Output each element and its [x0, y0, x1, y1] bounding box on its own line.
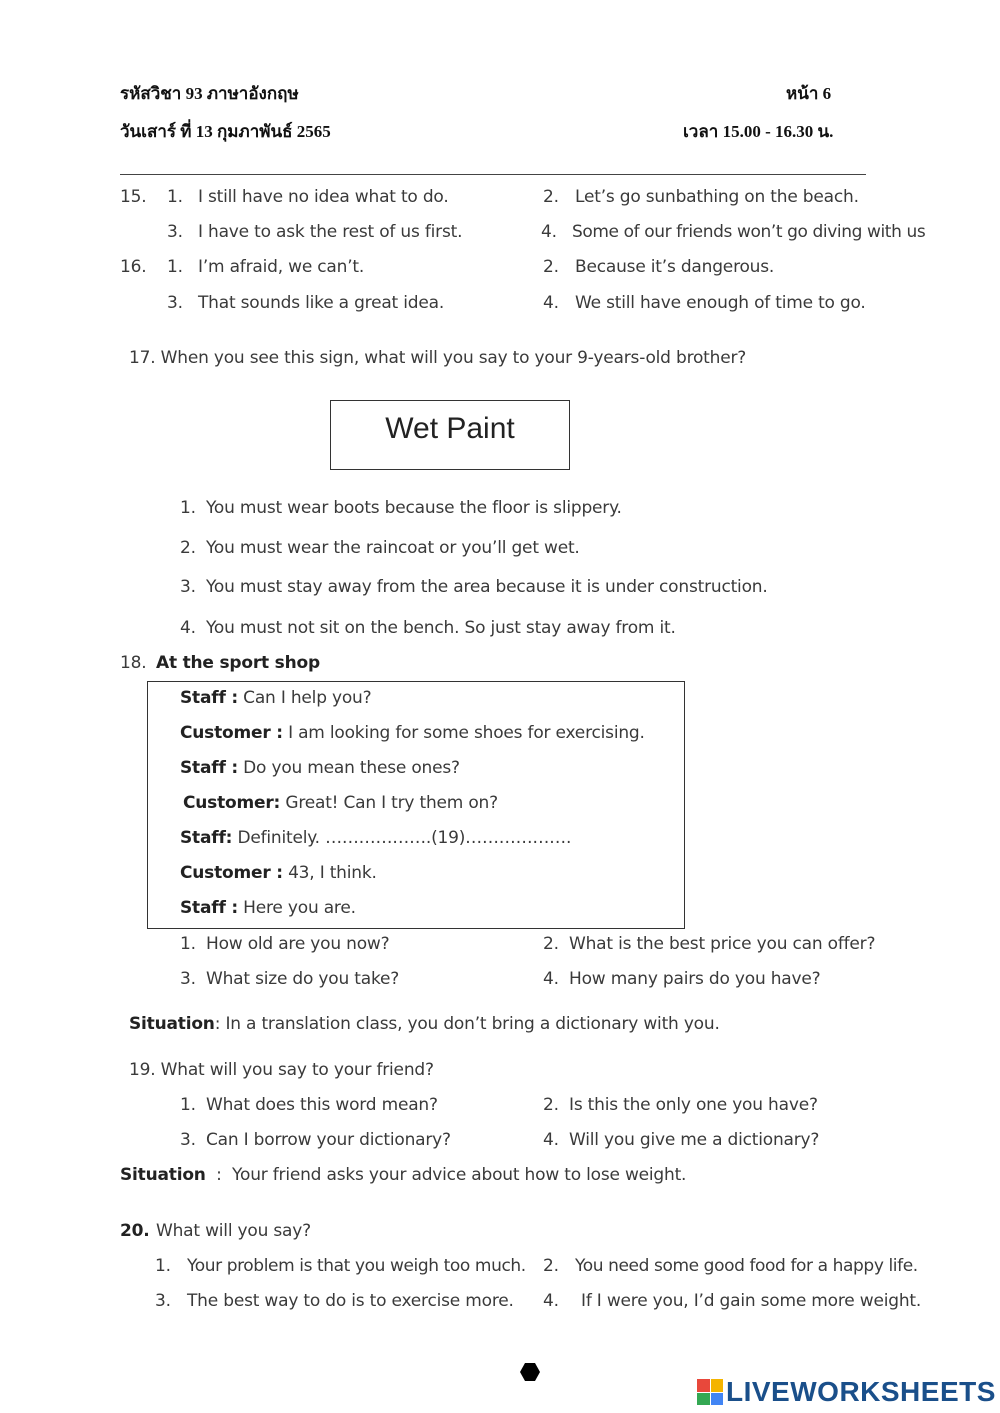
option-number: 3. [180, 1130, 196, 1150]
dialogue-line: Staff : Can I help you? [180, 688, 372, 708]
hexagon-icon [520, 1362, 540, 1382]
wet-paint-sign [330, 400, 570, 470]
option-text[interactable]: I still have no idea what to do. [198, 187, 449, 207]
option-text[interactable]: You must wear the raincoat or you’ll get wet. [206, 538, 580, 558]
option-number: 2. [543, 1256, 559, 1276]
option-text[interactable]: What does this word mean? [206, 1095, 438, 1115]
option-number: 2. [543, 1095, 559, 1115]
subject-code: รหัสวิชา 93 ภาษาอังกฤษ [120, 84, 299, 103]
dialogue-line: Customer : 43, I think. [180, 863, 377, 883]
option-number: 1. [167, 257, 183, 277]
option-text[interactable]: I’m afraid, we can’t. [198, 257, 365, 277]
question-number: 15. [120, 187, 147, 207]
option-number: 3. [167, 222, 183, 242]
question-number: 18. [120, 653, 147, 673]
question-title: At the sport shop [156, 653, 320, 673]
option-number: 3. [155, 1291, 171, 1311]
situation-2: Situation : Your friend asks your advice about how to lose weight. [120, 1165, 687, 1185]
option-text[interactable]: You must wear boots because the floor is slippery. [206, 498, 622, 518]
option-text[interactable]: Can I borrow your dictionary? [206, 1130, 451, 1150]
question-number: 20. [120, 1221, 150, 1241]
option-text[interactable]: Let’s go sunbathing on the beach. [575, 187, 859, 207]
question-number: 16. [120, 257, 147, 277]
option-text[interactable]: That sounds like a great idea. [198, 293, 445, 313]
option-number: 1. [180, 934, 196, 954]
option-text[interactable]: Will you give me a dictionary? [569, 1130, 820, 1150]
option-number: 2. [543, 257, 559, 277]
option-text[interactable]: What size do you take? [206, 969, 400, 989]
option-text[interactable]: Your problem is that you weigh too much. [187, 1256, 526, 1276]
option-text[interactable]: The best way to do is to exercise more. [187, 1291, 514, 1311]
option-text[interactable]: Is this the only one you have? [569, 1095, 818, 1115]
option-number: 2. [543, 934, 559, 954]
dialogue-line: Customer : I am looking for some shoes for exercising. [180, 723, 645, 743]
header-divider [120, 174, 866, 175]
option-number: 4. [543, 969, 559, 989]
liveworksheets-logo-icon [697, 1379, 723, 1405]
option-number: 3. [180, 577, 196, 597]
dialogue-line: Staff : Here you are. [180, 898, 356, 918]
option-text[interactable]: How old are you now? [206, 934, 390, 954]
option-number: 1. [180, 498, 196, 518]
option-text[interactable]: You must stay away from the area because it is under construction. [206, 577, 768, 597]
sign-text: Wet Paint [385, 412, 515, 445]
liveworksheets-logo[interactable] [697, 1378, 996, 1406]
option-number: 3. [167, 293, 183, 313]
option-number: 4. [543, 1291, 559, 1311]
option-number: 1. [155, 1256, 171, 1276]
option-number: 1. [180, 1095, 196, 1115]
option-number: 4. [543, 293, 559, 313]
logo-text: LIVEWORKSHEETS [726, 1376, 996, 1407]
exam-time: เวลา 15.00 - 16.30 น. [683, 122, 834, 141]
option-number: 2. [180, 538, 196, 558]
option-number: 4. [543, 1130, 559, 1150]
exam-date: วันเสาร์ ที่ 13 กุมภาพันธ์ 2565 [120, 122, 331, 141]
page-number: หน้า 6 [786, 84, 832, 103]
option-text[interactable]: How many pairs do you have? [569, 969, 821, 989]
option-text[interactable]: If I were you, I’d gain some more weight. [581, 1291, 922, 1311]
question-text: What will you say? [156, 1221, 311, 1241]
option-text[interactable]: You must not sit on the bench. So just stay away from it. [206, 618, 676, 638]
question-text: 19. What will you say to your friend? [129, 1060, 434, 1080]
dialogue-line: Staff : Do you mean these ones? [180, 758, 460, 778]
option-number: 2. [543, 187, 559, 207]
option-number: 3. [180, 969, 196, 989]
question-text: 17. When you see this sign, what will you say to your 9-years-old brother? [129, 348, 747, 368]
dialogue-line: Customer: Great! Can I try them on? [183, 793, 498, 813]
option-number: 4. [541, 222, 557, 242]
dialogue-line: Staff: Definitely. ……………….(19)………………. [180, 828, 572, 848]
option-text[interactable]: Because it’s dangerous. [575, 257, 775, 277]
option-text[interactable]: Some of our friends won’t go diving with us [572, 222, 926, 242]
situation-1: Situation: In a translation class, you don’t bring a dictionary with you. [129, 1014, 720, 1034]
option-text[interactable]: You need some good food for a happy life. [575, 1256, 918, 1276]
option-number: 1. [167, 187, 183, 207]
option-number: 4. [180, 618, 196, 638]
option-text[interactable]: What is the best price you can offer? [569, 934, 876, 954]
option-text[interactable]: I have to ask the rest of us first. [198, 222, 463, 242]
option-text[interactable]: We still have enough of time to go. [575, 293, 866, 313]
